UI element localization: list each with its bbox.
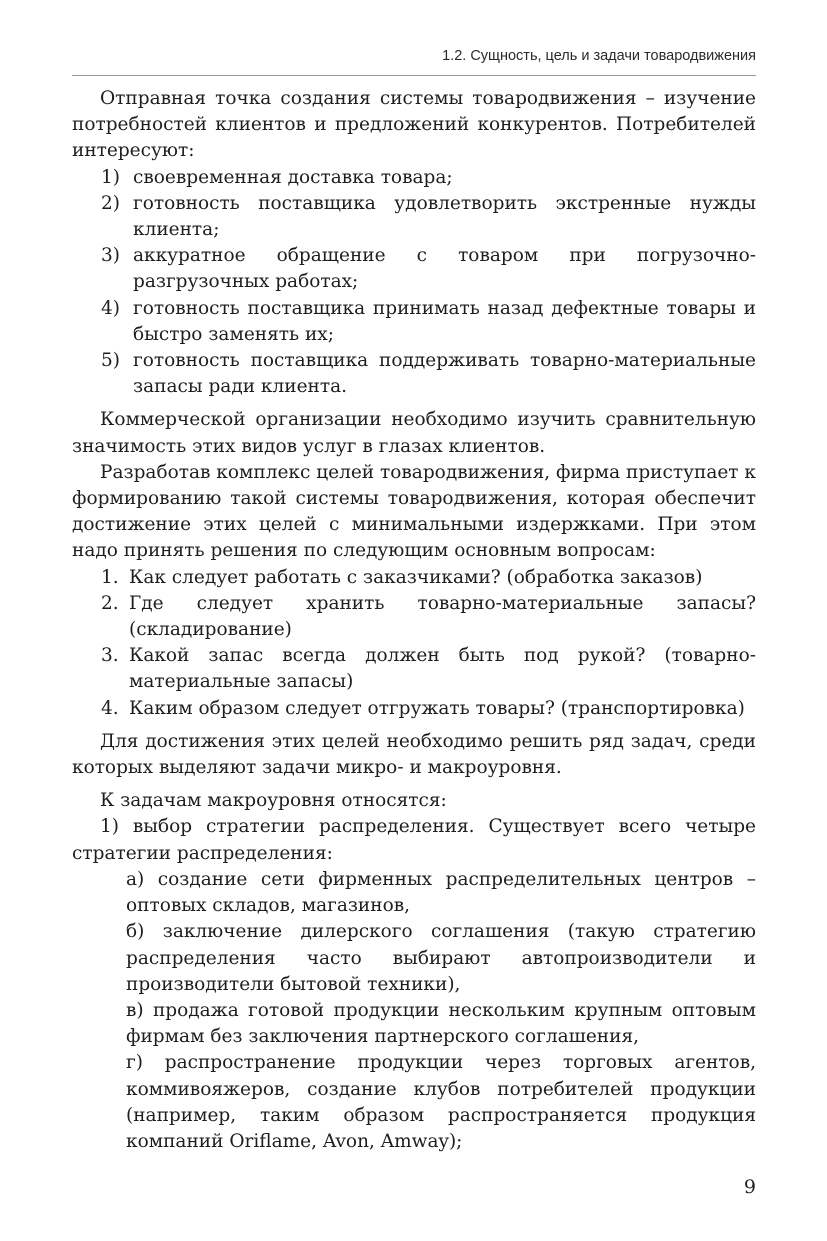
list-item-text: Как следует работать с заказчиками? (обработка заказов) (129, 566, 703, 588)
strategy-item: а) создание сети фирменных распределительных центров – оптовых складов, магазинов, (126, 868, 756, 917)
list-item-text: готовность поставщика принимать назад дефектные товары и быстро заменять их; (133, 297, 756, 345)
list-item (72, 165, 756, 191)
list-item-number: 4) (101, 297, 120, 319)
needs-list (72, 165, 756, 401)
strategy-item: г) распространение продукции через торговых агентов, коммивояжеров, создание клубов потребителей продукции (например, таким образом распространяется продукция компаний Oriflame, Avon, Amway); (126, 1052, 756, 1152)
list-item-number: 4. (101, 697, 119, 719)
list-item (72, 565, 756, 591)
list-item (72, 296, 756, 348)
paragraph-macro: К задачам макроуровня относятся: (100, 790, 447, 812)
list-item-text: аккуратное обращение с товаром при погрузочно-разгрузочных работах; (133, 245, 756, 293)
list-item (72, 643, 756, 695)
list-item (72, 243, 756, 295)
list-item-text: Какой запас всегда должен быть под рукой? (товарно-материальные запасы) (129, 645, 756, 693)
running-header: 1.2. Сущность, цель и задачи товародвижения (442, 48, 756, 64)
list-item-text: готовность поставщика поддерживать товарно-материальные запасы ради клиента. (133, 350, 756, 398)
strategy-item: б) заключение дилерского соглашения (такую стратегию распределения часто выбирают автопроизводители и производители бытовой техники), (126, 921, 756, 995)
list-item-text: Каким образом следует отгружать товары? (транспортировка) (129, 697, 745, 719)
list-item-text: готовность поставщика удовлетворить экстренные нужды клиента; (133, 192, 756, 241)
page-body (72, 86, 756, 1155)
paragraph-intro: Отправная точка создания системы товародвижения – изучение потребностей клиентов и предложений конкурентов. Потребителей интересуют: (72, 88, 756, 162)
macro-item-distribution-strategy: 1) выбор стратегии распределения. Существует всего четыре стратегии распределения: (72, 816, 756, 864)
list-item-number: 3. (101, 645, 119, 667)
paragraph-develop: Разработав комплекс целей товародвижения, фирма приступает к формированию такой системы товародвижения, которая обеспечит достижение этих целей с минимальными издержками. При этом надо принять решения по следующим основным вопросам: (72, 461, 756, 562)
list-item (72, 696, 756, 722)
page-number: 9 (743, 1176, 756, 1198)
strategies-list (72, 867, 756, 1155)
questions-list (72, 565, 756, 722)
list-item-number: 2. (101, 592, 119, 614)
paragraph-compare: Коммерческой организации необходимо изучить сравнительную значимость этих видов услуг в глазах клиентов. (72, 409, 756, 457)
list-item-number: 1. (101, 566, 119, 588)
strategy-item: в) продажа готовой продукции нескольким крупным оптовым фирмам без заключения партнерского соглашения, (126, 999, 756, 1048)
paragraph-tasks: Для достижения этих целей необходимо решить ряд задач, среди которых выделяют задачи микро- и макроуровня. (72, 730, 756, 779)
list-item (72, 591, 756, 643)
list-item (72, 191, 756, 243)
list-item-text: Где следует хранить товарно-материальные запасы? (складирование) (129, 592, 756, 641)
list-item-number: 3) (101, 245, 120, 267)
list-item-number: 5) (101, 350, 120, 372)
list-item-number: 1) (101, 166, 120, 188)
list-item-text: своевременная доставка товара; (133, 166, 453, 188)
list-item-number: 2) (101, 192, 120, 214)
header-rule (72, 75, 756, 76)
list-item (72, 348, 756, 400)
